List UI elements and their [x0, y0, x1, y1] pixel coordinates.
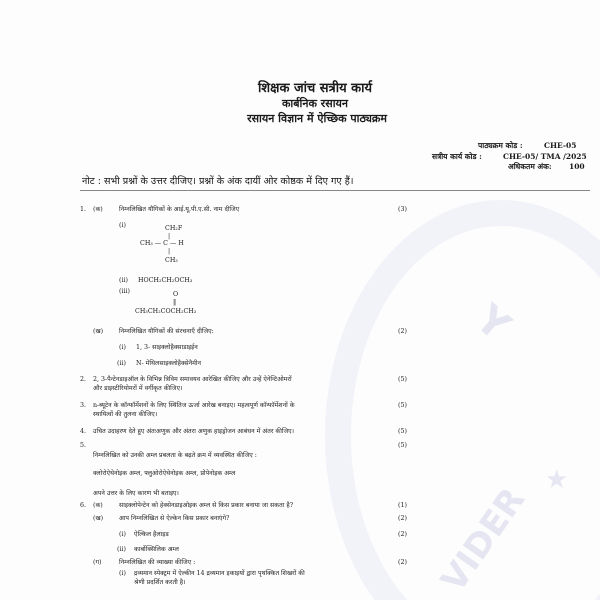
q1b-i-label: (i) — [119, 344, 126, 351]
q3-marks: (5) — [398, 402, 407, 409]
q2-number: 2. — [80, 376, 87, 383]
max-marks-value: 100 — [569, 162, 585, 171]
q1-iii-label: (iii) — [119, 288, 130, 295]
q6b-marks: (2) — [398, 515, 407, 522]
q6b-ii-label: (ii) — [117, 546, 126, 553]
q5-marks: (5) — [398, 442, 407, 449]
title-line-3: रसायन विज्ञान में ऐच्छिक पाठ्यक्रम — [247, 112, 387, 125]
q6b-label: (ख) — [93, 515, 104, 522]
title-line-2: कार्बनिक रसायन — [281, 97, 349, 110]
max-marks-label: अधिकतम अंक: — [508, 162, 552, 171]
q4-line1: उचित उदाहरण देते हुए अंतःअणुक और अंतरा अणुक हाइड्रोजन आबंधन में अंतर कीजिए। — [93, 428, 295, 435]
course-code-value: CHE-05 — [544, 141, 577, 150]
note: नोट : सभी प्रश्नों के उत्तर दीजिए। प्रश्नों के अंक दायीं ओर कोष्ठक में दिए गए हैं। — [82, 176, 354, 187]
q1b-marks: (2) — [398, 328, 407, 335]
q1b-i-text: 1, 3- साइक्लोहैक्साडाइईन — [136, 344, 198, 351]
q6b-ii-text: कार्बोक्सिलिक अम्ल — [134, 546, 179, 553]
q5-line3: अपने उत्तर के लिए कारण भी बताइए। — [93, 490, 179, 497]
q2-line1: 2, 3-पैन्टेनडाइऑल के विभिन्न त्रिविम समावयव आरेखित कीजिए और उन्हें ऐनेन्टिओमरों — [93, 376, 292, 383]
q6a-label: (क) — [93, 502, 103, 509]
q6b-i-text: ऐल्किल हैलाइड — [134, 531, 169, 538]
q1a-label: (क) — [93, 206, 103, 213]
q1-struct3-oxygen: O — [173, 291, 179, 298]
q1a-marks: (3) — [398, 206, 407, 213]
q2-line2: और डाइस्टीरियोमरों में वर्गीकृत कीजिए। — [93, 385, 183, 392]
q6c-i-label: (i) — [119, 570, 126, 577]
q1-struct3-double-bond: ‖ — [173, 299, 177, 306]
q1b-ii-text: N- मेथिलसाइक्लोहैक्सेनैमीन — [136, 360, 202, 367]
q6a-marks: (1) — [398, 502, 407, 509]
q3-line2: स्थायित्वों की तुलना कीजिए। — [93, 411, 158, 418]
q1b-text: निम्नलिखित यौगिकों की संरचनाएँ दीजिए: — [119, 328, 214, 335]
q1-struct1-top: CH₂F — [165, 225, 183, 232]
q5-line1: निम्नलिखित को उनकी अम्ल प्रबलता के बढ़ते क्रम में व्यवस्थित कीजिए : — [93, 452, 257, 459]
q6b-i-label: (i) — [119, 531, 126, 538]
q1-struct3-chain: CH₃CH₂COCH₂CH₃ — [135, 308, 197, 315]
course-code-label: पाठ्यक्रम कोड : — [478, 141, 523, 150]
q1-struct1-bond-down: | — [168, 248, 171, 255]
q1-struct1-bottom: CH₃ — [165, 257, 178, 264]
q6c-text: निम्नलिखित की व्याख्या कीजिए : — [119, 559, 196, 566]
q4-marks: (5) — [398, 428, 407, 435]
q6b-i-marks: (2) — [398, 531, 407, 538]
q1-ii-formula: HOCH₂CH₂OCH₃ — [138, 277, 193, 284]
title-line-1: शिक्षक जांच सत्रीय कार्य — [257, 81, 373, 96]
q6c-i-line2: श्रेणी प्रदर्शित करती है। — [134, 579, 186, 586]
q6-number: 6. — [80, 502, 87, 509]
q3-line1: n-ब्यूटेन के कॉन्फॉर्मेशनों के लिए स्थितिज ऊर्जा आरेख बनाइए। महत्वपूर्ण कॉन्फॉर्मेशनों के — [93, 402, 295, 409]
q6c-label: (ग) — [93, 559, 102, 566]
note-divider — [80, 190, 590, 191]
q6c-i-line1: द्रव्यमान स्पेक्ट्रम में ऐल्कीन 14 द्रव्यमान इकाइयों द्वारा पृथक्कित शिखरों की — [134, 570, 305, 577]
q1-struct1-mid: CH₃ — C — H — [140, 240, 184, 247]
q1-ii-label: (ii) — [119, 277, 128, 284]
q1-number: 1. — [80, 206, 87, 213]
watermark-text-vider: VIDER — [433, 480, 534, 600]
q1b-ii-label: (ii) — [117, 360, 126, 367]
q5-number: 5. — [80, 442, 87, 449]
q5-line2: क्लोरोऐथेनोइक अम्ल, फ्लुओरोऐथेनोइक अम्ल, प्रोपेनोइक अम्ल — [93, 470, 236, 477]
assignment-code-value: CHE-05/ TMA /2025 — [503, 152, 587, 161]
q6c-marks: (2) — [398, 559, 407, 566]
q6a-text: साइक्लोपेन्टेन को हेक्सेनडाइओइक अम्ल से किस प्रकार बनाया जा सकता है? — [119, 502, 294, 509]
watermark-star-icon: ★ — [545, 465, 569, 495]
q1-i-label: (i) — [119, 222, 126, 229]
q1a-text: निम्नलिखित यौगिकों के आई.यू.पी.ए.सी. नाम दीजिए — [119, 206, 240, 213]
q4-number: 4. — [80, 428, 87, 435]
assignment-code-label: सत्रीय कार्य कोड : — [432, 152, 482, 161]
q1b-label: (ख) — [93, 328, 104, 335]
q3-number: 3. — [80, 402, 87, 409]
q1-struct1-bond-up: | — [168, 233, 171, 240]
q2-marks: (5) — [398, 376, 407, 383]
q6b-text: आप निम्नलिखित से ऐल्केन किस प्रकार बनाएंगे? — [119, 515, 230, 522]
watermark-text-y: Y — [466, 296, 519, 350]
